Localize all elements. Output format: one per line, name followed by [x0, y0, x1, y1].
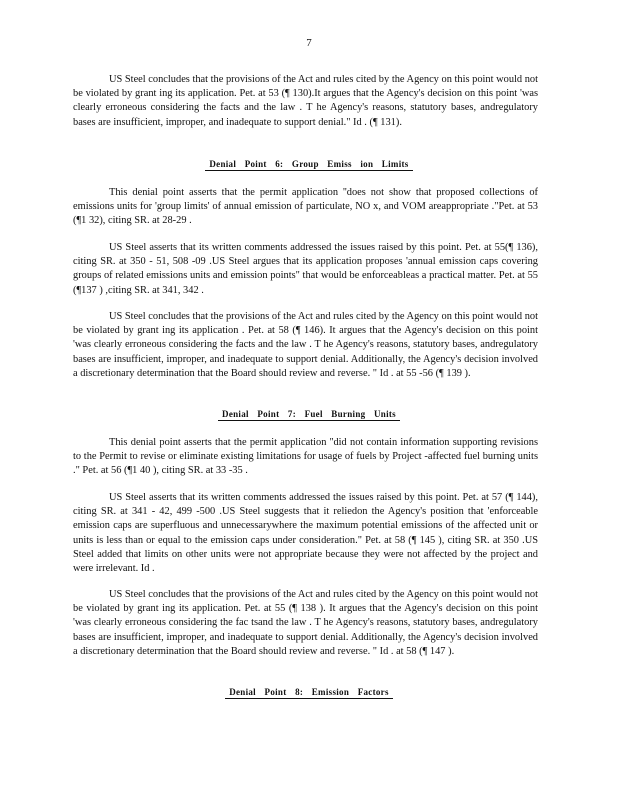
page-number: 7	[306, 37, 312, 49]
paragraph-us-steel-conclusion-point-5	[73, 73, 538, 130]
paragraph-text: US Steel concludes that the provisions of the Act and rules cited by the Agency on this point would not be violated by grant ing its application . Pet. at 58 (¶ 146). It argues that the Agency's decision on this point 'was clearly erroneous considering the facts and the law . T he Agency's reasons, statutory bases, andregulatory bases are insufficient, improper, and inadequate to support denial. Additionally, the Agency's decision involved a discretionary determination that the Board should review and reverse. " Id . at 55 -56 (¶ 139 ).	[73, 311, 538, 379]
paragraph-text: This denial point asserts that the permit application ''does not show that proposed collections of emissions units for 'group limits' of annual emission of particulate, NO x, and VOM areappropriate ."Pet. at 53 (¶1 32), citing SR. at 28-29 .	[73, 187, 538, 227]
heading-text: Denial Point 8: Emission Factors	[225, 687, 393, 699]
paragraph-text: This denial point asserts that the permit application ''did not contain information supporting revisions to the Permit to revise or eliminate existing limitations for usage of fuels by Project -affected fuel burning units ." Pet. at 56 (¶1 40 ), citing SR. at 33 -35 .	[73, 437, 538, 477]
paragraph-text: US Steel concludes that the provisions of the Act and rules cited by the Agency on this point would not be violated by grant ing its application. Pet. at 55 (¶ 138 ). It argues that the Agency's decision on this point 'was clearly erroneous considering the fac tsand the law . T he Agency's reasons, statutory bases, andregulatory bases are insufficient, improper, and inadequate to support denial. Additionally, the Agency's decision involved a discretionary determination that the Board should review and reverse. " Id . at 58 (¶ 147 ).	[73, 589, 538, 657]
paragraph-us-steel-conclusion-point-7	[73, 588, 538, 659]
paragraph-text: US Steel asserts that its written comments addressed the issues raised by this point. Pet. at 57 (¶ 144), citing SR. at 341 - 42, 499 -500 .US Steel suggests that it reliedon the Agency's position that 'enforceable emission caps are superfluous and unnecessarywhere the maximum potential emissions of the affected unit or units is less than or equal to the emission caps under consideration." Pet. at 58 (¶ 145 ), citing SR. at 350 .US Steel added that limits on other units were not appropriate because they were not affected by the project and were irrelevant. Id .	[73, 492, 538, 575]
paragraph-us-steel-conclusion-point-6	[73, 310, 538, 381]
heading-text: Denial Point 6: Group Emiss ion Limits	[205, 159, 412, 171]
paragraph-us-steel-comments-point-6	[73, 241, 538, 298]
heading-text: Denial Point 7: Fuel Burning Units	[218, 409, 400, 421]
paragraph-denial-point-7-assertion	[73, 436, 538, 479]
paragraph-denial-point-6-assertion	[73, 186, 538, 229]
paragraph-text: US Steel asserts that its written comments addressed the issues raised by this point. Pet. at 55(¶ 136), citing SR. at 350 - 51, 508 -09 .US Steel argues that its application proposes 'annual emission caps covering groups of related emissions units and emission points" that would be enforceableas a practical matter. Pet. at 55 (¶137 ) ,citing SR. at 341, 342 .	[73, 242, 538, 296]
paragraph-text: US Steel concludes that the provisions of the Act and rules cited by the Agency on this point would not be violated by grant ing its application. Pet. at 53 (¶ 130).It argues that the Agency's decision on this point 'was clearly erroneous considering the facts and the law . T he Agency's reasons, statutory bases, andregulatory bases are insufficient, improper, and inadequate to support denial." Id . (¶ 131).	[73, 74, 538, 128]
section-heading-denial-point-6	[0, 159, 618, 169]
section-heading-denial-point-8	[0, 687, 618, 697]
paragraph-us-steel-comments-point-7	[73, 491, 538, 576]
section-heading-denial-point-7	[0, 409, 618, 419]
